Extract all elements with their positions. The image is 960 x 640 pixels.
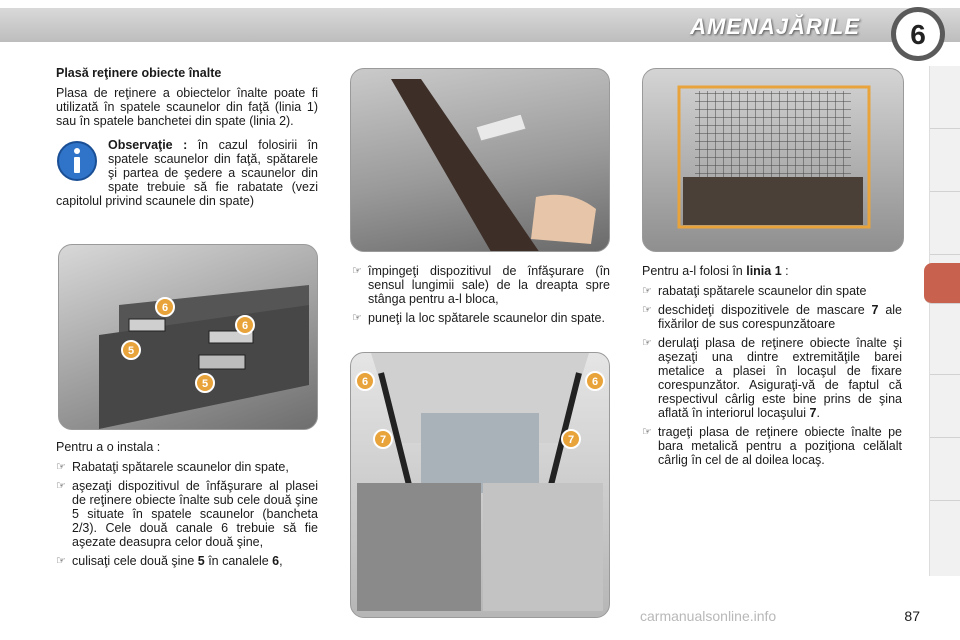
label-6-badge xyxy=(236,316,254,334)
list-item: ☞ rabataţi spătarele scaunelor din spate xyxy=(642,284,867,298)
chapter-tab-active[interactable] xyxy=(924,263,960,304)
note-block xyxy=(56,138,318,208)
right-column xyxy=(642,264,902,472)
label-5-badge xyxy=(196,374,214,392)
intro-paragraph: Plasa de reţinere a obiectelor înalte poate fi utilizată în spatele scaunelor din faţă (linia 1) sau în spatele banchetei din spate (linia 2). xyxy=(56,86,318,128)
svg-text:7: 7 xyxy=(379,434,387,446)
roller-push-photo xyxy=(350,68,610,252)
page-number: 87 xyxy=(904,608,920,624)
bullet-icon: ☞ xyxy=(642,337,652,349)
bullet-icon: ☞ xyxy=(642,304,652,316)
chapter-tab[interactable] xyxy=(930,192,960,255)
note-label: Observaţie : xyxy=(108,138,188,152)
label-6-badge xyxy=(586,372,604,390)
label-6-badge xyxy=(156,298,174,316)
roller-diagram xyxy=(351,69,609,251)
chapter-tab[interactable] xyxy=(930,312,960,375)
list-item: ☞ Rabataţi spătarele scaunelor din spate, xyxy=(56,460,289,474)
list-item: ☞ împingeţi dispozitivul de înfăşurare (în sensul lungimii sale) de la dreapta spre stânga pentru a-l bloca, xyxy=(352,264,610,306)
chapter-number: 6 xyxy=(910,19,926,50)
bullet-icon: ☞ xyxy=(56,480,66,492)
svg-text:6: 6 xyxy=(241,320,249,332)
fixings-diagram xyxy=(351,353,609,617)
svg-text:6: 6 xyxy=(591,376,599,388)
list-item: ☞ puneţi la loc spătarele scaunelor din spate. xyxy=(352,311,605,325)
chapter-tab[interactable] xyxy=(930,375,960,438)
section-heading: Plasă reţinere obiecte înalte xyxy=(56,66,222,80)
label-6-badge xyxy=(356,372,374,390)
list-item: ☞ trageţi plasa de reţinere obiecte înalte pe bara metalică pentru a poziţiona celălalt cârlig în cel de al doilea locaş. xyxy=(642,425,902,467)
rail-installation-photo xyxy=(58,244,318,430)
page-header xyxy=(0,0,960,58)
bullet-icon: ☞ xyxy=(56,461,66,473)
chapter-title: AMENAJĂRILE xyxy=(690,14,860,39)
watermark: carmanualsonline.info xyxy=(640,608,777,624)
list-item: ☞ aşezaţi dispozitivul de înfăşurare al plasei de reţinere obiecte înalte sub cele două şine 5 situate în spatele scaunelor (bancheta 2/3). Cele două canale 6 trebuie să fie aşezate deasupra celor două şine, xyxy=(56,479,318,549)
list-item: ☞ deschideţi dispozitivele de mascare 7 ale fixărilor de sus corespunzătoare xyxy=(642,303,902,331)
install-heading: Pentru a o instala : xyxy=(56,440,161,454)
middle-column xyxy=(352,264,610,330)
chapter-tabs xyxy=(929,66,960,576)
chapter-tab[interactable] xyxy=(930,438,960,501)
info-icon xyxy=(56,140,98,182)
left-column xyxy=(56,66,318,214)
label-5-badge xyxy=(122,341,140,359)
bullet-icon: ☞ xyxy=(642,426,652,438)
chapter-tab[interactable] xyxy=(930,66,960,129)
label-7-badge xyxy=(374,430,392,448)
chapter-tab[interactable] xyxy=(930,129,960,192)
svg-text:5: 5 xyxy=(127,345,135,357)
rail-diagram xyxy=(59,245,317,429)
svg-text:6: 6 xyxy=(361,376,369,388)
upper-fixings-photo xyxy=(350,352,610,618)
note-text: în cazul folosirii în spatele scaunelor din faţă, spătarele şi partea de şedere a scaunelor din spate trebuie să fie rabatate (vezi capitolul privind scaunele din spate) xyxy=(56,138,318,208)
label-7-badge xyxy=(562,430,580,448)
svg-text:7: 7 xyxy=(567,434,575,446)
bullet-icon: ☞ xyxy=(352,312,362,324)
bullet-icon: ☞ xyxy=(352,265,362,277)
bullet-icon: ☞ xyxy=(642,285,652,297)
chapter-badge xyxy=(888,4,948,64)
net-diagram xyxy=(643,69,903,251)
list-item: ☞ derulaţi plasa de reţinere obiecte înalte şi aşezaţi una dintre extremităţile barei metalice a plasei în locaşul de fixare corespunzător. Asiguraţi-vă de faptul că respectivul cârlig este bine prins de şina aflată în interiorul locaşului 7. xyxy=(642,336,902,420)
install-steps xyxy=(56,440,318,573)
svg-text:5: 5 xyxy=(201,378,209,390)
line1-heading: Pentru a-l folosi în linia 1 : xyxy=(642,264,789,278)
net-in-use-photo xyxy=(642,68,904,252)
list-item: ☞ culisaţi cele două şine 5 în canalele 6, xyxy=(56,554,283,568)
bullet-icon: ☞ xyxy=(56,555,66,567)
svg-text:6: 6 xyxy=(161,302,169,314)
